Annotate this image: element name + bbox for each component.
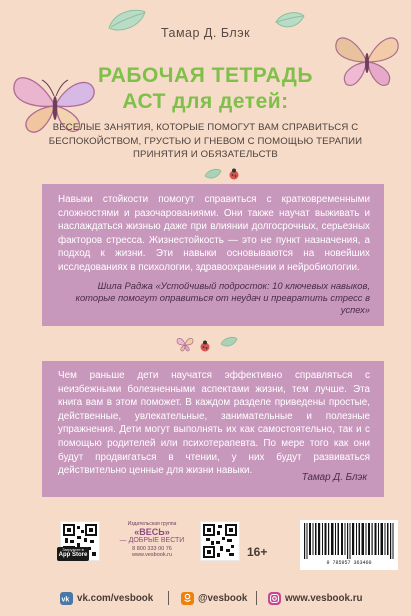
publisher-phone: 8 800 333 00 76 (132, 546, 172, 552)
review-box (42, 184, 384, 326)
author-note-text: Чем раньше дети научатся эффективно справляться с неизбежными болезненными аспектами жизни, тем лучше. Эта книга вам в этом поможет. В каждом разделе приведены простые, действенные, увлекательные, занимательные и полезные упражнения. Дети могут выполнять их как самостоятельно, так и с помощью родителей или психотерапевта. По мере того как они будут продвигаться в чтении, у них будут развиваться действительно ценные для жизни навыки. (58, 370, 370, 477)
vk-link-text: vk.com/vesbook (77, 592, 154, 604)
instagram-icon (268, 592, 281, 605)
vk-link[interactable] (60, 590, 153, 606)
age-rating: 16+ (247, 545, 268, 559)
book-subtitle: ВЕСЕЛЫЕ ЗАНЯТИЯ, КОТОРЫЕ ПОМОГУТ ВАМ СПРАВИТЬСЯ С БЕСПОКОЙСТВОМ, ГРУСТЬЮ И ГНЕВОМ С ПОМОЩЬЮ ТЕРАПИИ ПРИНЯТИЯ И ОБЯЗАТЕЛЬСТВ (48, 122, 363, 160)
author-signature: Тамар Д. Блэк (301, 472, 367, 484)
publisher-name: «ВЕСЬ» (134, 527, 170, 537)
app-store-badge[interactable] (57, 547, 89, 561)
ok-link[interactable] (181, 590, 247, 606)
divider (168, 591, 169, 605)
publisher-top-line: Издательская группа (127, 521, 177, 527)
site-link-text: www.vesbook.ru (285, 592, 363, 604)
app-store-badge-name: App Store (58, 552, 88, 558)
publisher-site: www.vesbook.ru (131, 552, 173, 558)
leaf-icon (204, 168, 222, 180)
leaf-icon (220, 336, 238, 348)
app-store-badge-top: Загрузите в (62, 547, 84, 552)
ok-link-text: @vesbook (198, 592, 248, 604)
butterfly-icon (176, 336, 194, 352)
site-link[interactable] (268, 590, 363, 606)
ok-icon (181, 592, 194, 605)
divider (256, 591, 257, 605)
ladybug-icon (199, 340, 211, 352)
isbn-number: 9 785957 363460 (326, 560, 372, 566)
review-source: Шила Раджа «Устойчивый подросток: 10 ключевых навыков, которые помогут оправиться от неудач и превратить стресс в успех» (75, 279, 370, 315)
author-note-box (42, 361, 384, 497)
vk-icon (60, 592, 73, 605)
ladybug-icon (228, 168, 240, 180)
qr-code (200, 521, 240, 561)
svg-text:vk: vk (61, 596, 70, 603)
publisher-subtitle: — ДОБРЫЕ ВЕСТИ (119, 537, 185, 544)
book-title-line-2: АСТ для детей: (122, 90, 289, 113)
author-name: Тамар Д. Блэк (160, 26, 251, 40)
review-text: Навыки стойкости помогут справиться с кратковременными сложностями и разочарованиями. Они также научат выживать и наслаждаться жизнью даже при влиянии долгосрочных, серьезных факторов стресса. Жизнестойкость — это не пункт назначения, а подход к жизни. Эти навыки основываются на новейших исследованиях в психологии, здравоохранении и нейробиологии. (58, 194, 370, 273)
book-title-line-1: РАБОЧАЯ ТЕТРАДЬ (98, 64, 313, 87)
publisher-logo (112, 521, 192, 558)
